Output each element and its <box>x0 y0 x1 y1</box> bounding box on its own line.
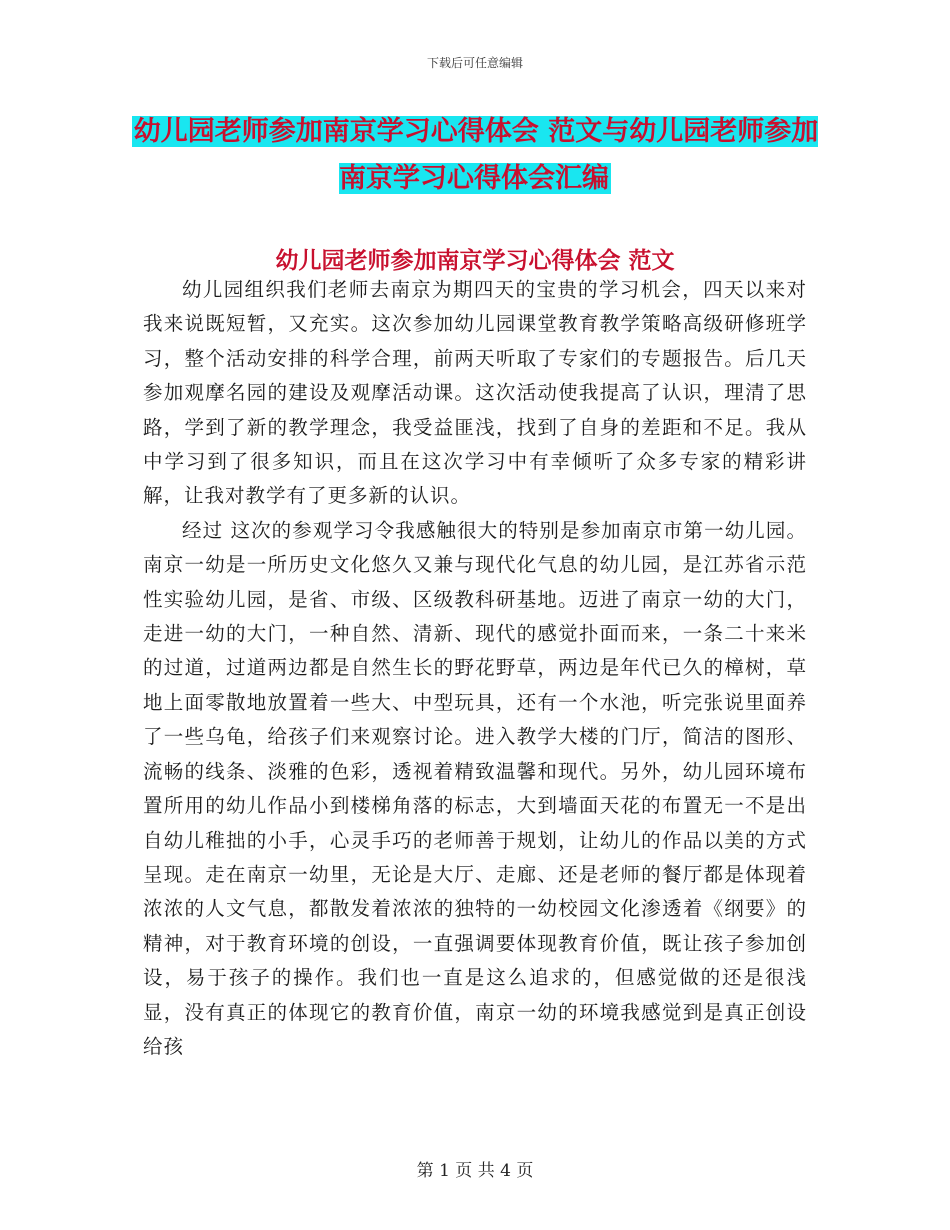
document-title <box>120 108 830 202</box>
document-title-text: 幼儿园老师参加南京学习心得体会 范文与幼儿园老师参加南京学习心得体会汇编 <box>133 116 819 194</box>
section-title: 幼儿园老师参加南京学习心得体会 范文 <box>275 248 675 274</box>
body-text <box>143 273 807 1064</box>
page-number: 第 1 页 共 4 页 <box>416 1161 534 1181</box>
paragraph-1: 幼儿园组织我们老师去南京为期四天的宝贵的学习机会，四天以来对我来说既短暂，又充实。这次参加幼儿园课堂教育教学策略高级研修班学习，整个活动安排的科学合理，前两天听取了专家们的专题报告。后几天参加观摩名园的建设及观摩活动课。这次活动使我提高了认识，理清了思路，学到了新的教学理念，我受益匪浅，找到了自身的差距和不足。我从中学习到了很多知识，而且在这次学习中有幸倾听了众多专家的精彩讲解，让我对教学有了更多新的认识。 <box>143 278 807 508</box>
paragraph-2: 经过 这次的参观学习令我感触很大的特别是参加南京市第一幼儿园。南京一幼是一所历史文化悠久又兼与现代化气息的幼儿园，是江苏省示范性实验幼儿园，是省、市级、区级教科研基地。迈进了南京一幼的大门，走进一幼的大门，一种自然、清新、现代的感觉扑面而来，一条二十来米的过道，过道两边都是自然生长的野花野草，两边是年代已久的樟树，草地上面零散地放置着一些大、中型玩具，还有一个水池，听完张说里面养了一些乌龟，给孩子们来观察讨论。进入教学大楼的门厅，简洁的图形、流畅的线条、淡雅的色彩，透视着精致温馨和现代。另外，幼儿园环境布置所用的幼儿作品小到楼梯角落的标志，大到墙面天花的布置无一不是出自幼儿稚拙的小手，心灵手巧的老师善于规划，让幼儿的作品以美的方式呈现。走在南京一幼里，无论是大厅、走廊、还是老师的餐厅都是体现着浓浓的人文气息，都散发着浓浓的独特的一幼校园文化渗透着《纲要》的精神，对于教育环境的创设，一直强调要体现教育价值，既让孩子参加创设，易于孩子的操作。我们也一直是这么追求的，但感觉做的还是很浅显，没有真正的体现它的教育价值，南京一幼的环境我感觉到是真正创设给孩 <box>143 518 807 1058</box>
header-note: 下载后可任意编辑 <box>426 56 523 70</box>
